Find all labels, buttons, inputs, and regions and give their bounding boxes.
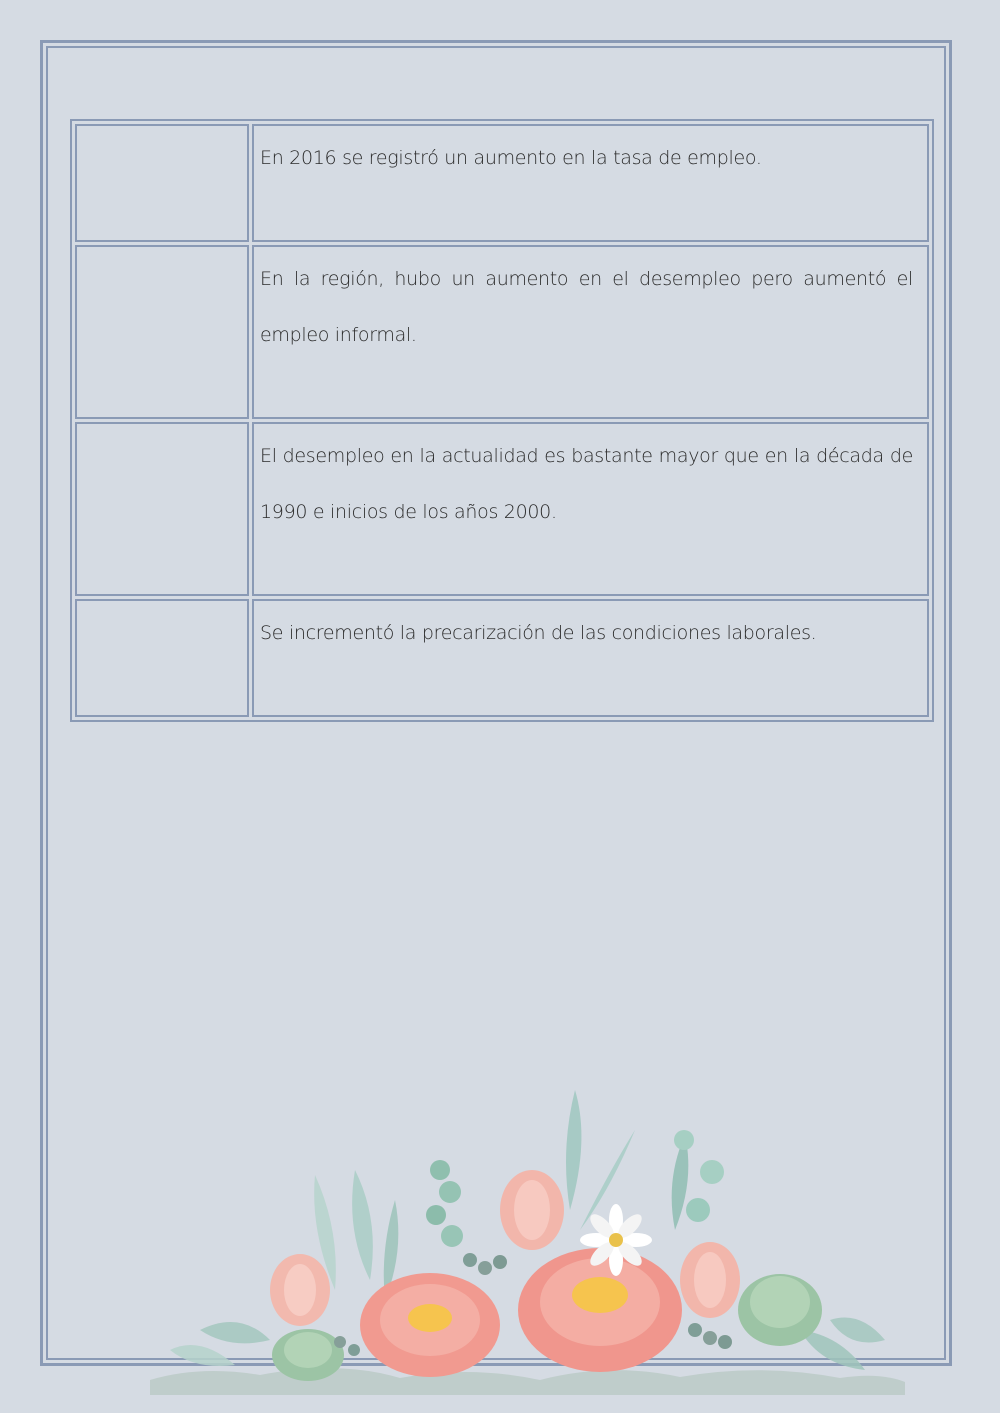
answer-cell-2[interactable] (75, 245, 249, 419)
table-row (75, 599, 929, 717)
statement-cell-3 (252, 422, 929, 596)
answer-cell-1[interactable] (75, 124, 249, 242)
worksheet-table (70, 119, 934, 722)
statement-cell-4 (252, 599, 929, 717)
statement-text-2: En la región, hubo un aumento en el desempleo pero aumentó el empleo informal. (260, 268, 913, 346)
table-row (75, 245, 929, 419)
floral-bouquet-icon (140, 1080, 910, 1400)
table-row (75, 422, 929, 596)
statement-text-4: Se incrementó la precarización de las condiciones laborales. (260, 622, 817, 644)
statement-text-3: El desempleo en la actualidad es bastante mayor que en la década de 1990 e inicios de los años 2000. (260, 445, 913, 523)
answer-cell-4[interactable] (75, 599, 249, 717)
statement-text-1: En 2016 se registró un aumento en la tasa de empleo. (260, 147, 762, 169)
table-row (75, 124, 929, 242)
statement-cell-2 (252, 245, 929, 419)
answer-cell-3[interactable] (75, 422, 249, 596)
statement-cell-1 (252, 124, 929, 242)
